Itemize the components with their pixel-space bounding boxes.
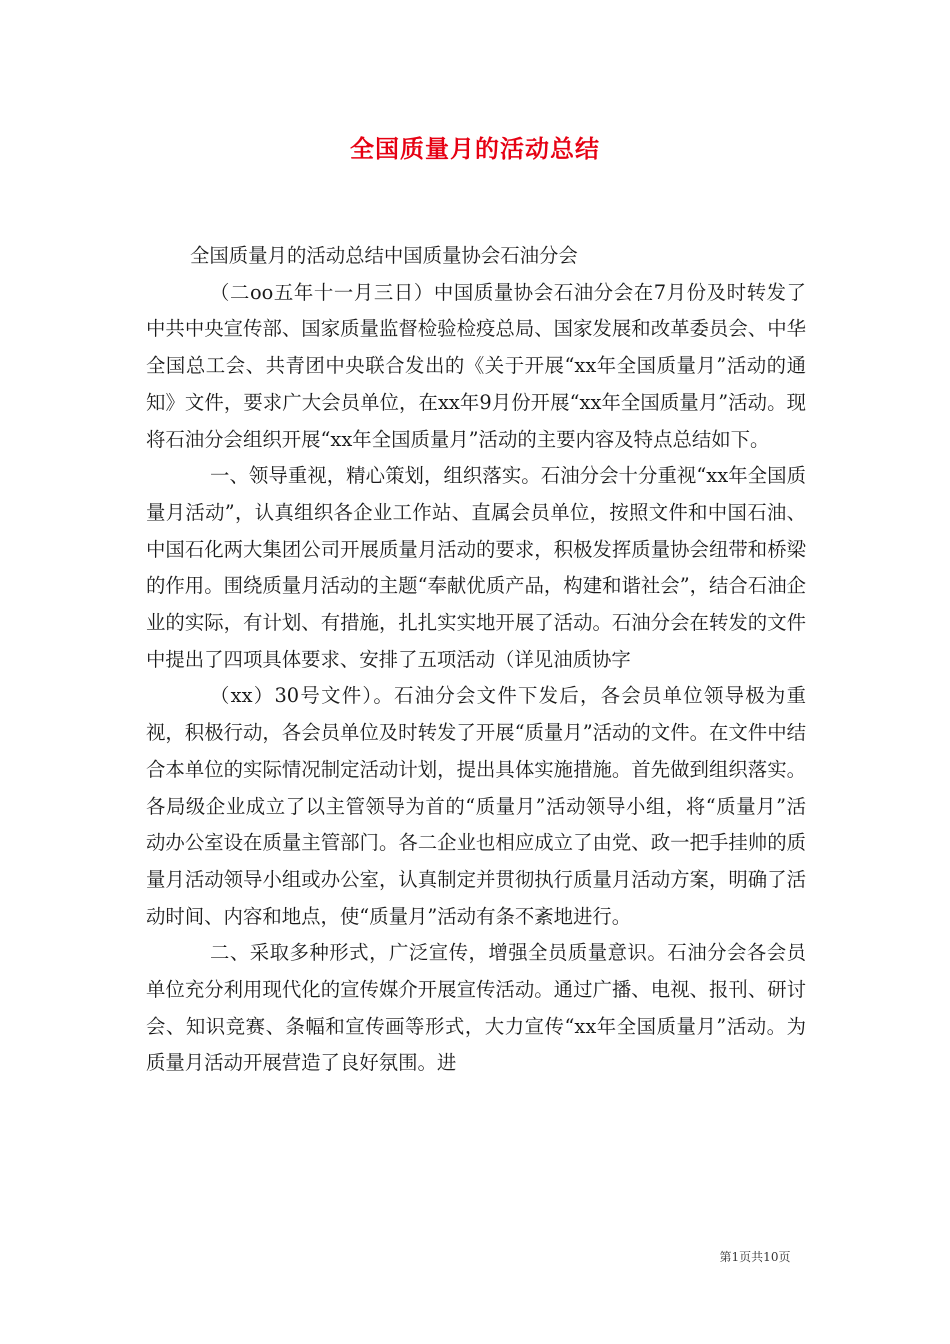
document-title: 全国质量月的活动总结 xyxy=(350,134,600,163)
page-number-footer: 第1页共10页 xyxy=(719,1250,791,1264)
document-body xyxy=(146,238,806,1082)
paragraph-heading-line: 全国质量月的活动总结中国质量协会石油分会 xyxy=(190,244,578,267)
paragraph-section-one: 一、领导重视，精心策划，组织落实。石油分会十分重视“xx年全国质量月活动”，认真组织各企业工作站、直属会员单位，按照文件和中国石油、中国石化两大集团公司开展质量月活动的要求，积极发挥质量协会纽带和桥梁的作用。围绕质量月活动的主题“奉献优质产品，构建和谐社会”，结合石油企业的实际，有计划、有措施，扎扎实实地开展了活动。石油分会在转发的文件中提出了四项具体要求、安排了五项活动（详见油质协字 xyxy=(146,464,806,671)
paragraph-section-two: 二、采取多种形式，广泛宣传，增强全员质量意识。石油分会各会员单位充分利用现代化的宣传媒介开展宣传活动。通过广播、电视、报刊、研讨会、知识竞赛、条幅和宣传画等形式，大力宣传“xx年全国质量月”活动。为质量月活动开展营造了良好氛围。进 xyxy=(146,941,806,1075)
paragraph-intro: （二oo五年十一月三日）中国质量协会石油分会在7月份及时转发了中共中央宣传部、国家质量监督检验检疫总局、国家发展和改革委员会、中华全国总工会、共青团中央联合发出的《关于开展“xx年全国质量月”活动的通知》文件，要求广大会员单位，在xx年9月份开展“xx年全国质量月”活动。现将石油分会组织开展“xx年全国质量月”活动的主要内容及特点总结如下。 xyxy=(146,280,806,451)
paragraph-section-one-continued: （xx）30号文件）。石油分会文件下发后，各会员单位领导极为重视，积极行动，各会员单位及时转发了开展“质量月”活动的文件。在文件中结合本单位的实际情况制定活动计划，提出具体实施措施。首先做到组织落实。各局级企业成立了以主管领导为首的“质量月”活动领导小组，将“质量月”活动办公室设在质量主管部门。各二企业也相应成立了由党、政一把手挂帅的质量月活动领导小组或办公室，认真制定并贯彻执行质量月活动方案，明确了活动时间、内容和地点，使“质量月”活动有条不紊地进行。 xyxy=(146,684,806,928)
